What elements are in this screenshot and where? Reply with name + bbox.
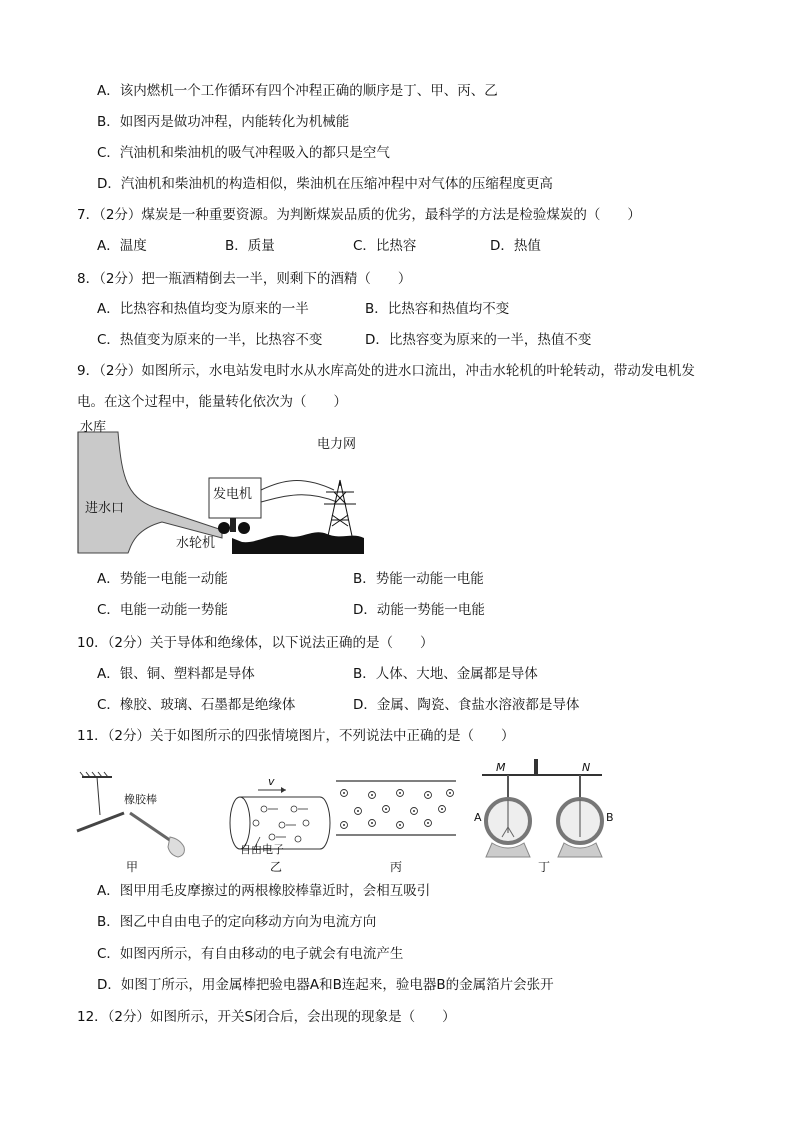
q8-option-d: D．比热容变为原来的一半，热值不变 [365, 332, 592, 348]
q7-option-b: B．质量 [225, 238, 275, 254]
q6-option-a: A．该内燃机一个工作循环有四个冲程正确的顺序是丁、甲、丙、乙 [97, 83, 498, 99]
q7-option-d: D．热值 [490, 238, 541, 254]
q10-option-b: B．人体、大地、金属都是导体 [353, 666, 538, 682]
q11-option-c: C．如图丙所示，有自由移动的电子就会有电流产生 [97, 946, 404, 962]
scene-jia [77, 772, 184, 874]
label-M: M [496, 761, 506, 774]
generator-label: 发电机 [213, 487, 253, 502]
q8-option-a: A．比热容和热值均变为原来的一半 [97, 301, 309, 317]
caption-bing: 丙 [390, 860, 403, 874]
scene-ding [474, 759, 614, 874]
inlet-label: 进水口 [85, 501, 125, 516]
grid-label: 电力网 [317, 437, 357, 452]
q6-option-c: C．汽油机和柴油机的吸气冲程吸入的都只是空气 [97, 145, 390, 161]
q10-stem: 10．（2分）关于导体和绝缘体，以下说法正确的是（ ） [77, 635, 434, 651]
scene-yi [230, 775, 330, 874]
rubber-rod-label: 橡胶棒 [124, 793, 157, 806]
velocity-label: v [268, 775, 275, 788]
q11-option-a: A．图甲用毛皮摩擦过的两根橡胶棒靠近时，会相互吸引 [97, 883, 431, 899]
q12-stem: 12．（2分）如图所示，开关S闭合后，会出现的现象是（ ） [77, 1009, 456, 1025]
free-electron-label: 自由电子 [240, 843, 284, 856]
q9-option-b: B．势能一动能一电能 [353, 571, 484, 587]
q6-option-d: D．汽油机和柴油机的构造相似，柴油机在压缩冲程中对气体的压缩程度更高 [97, 176, 553, 192]
q9-stem-line1: 9．（2分）如图所示，水电站发电时水从水库高处的进水口流出，冲击水轮机的叶轮转动，带动发电机发 [77, 363, 695, 379]
caption-ding: 丁 [538, 860, 551, 874]
turbine-label: 水轮机 [176, 536, 216, 551]
q7-option-c: C．比热容 [353, 238, 417, 254]
label-A: A [474, 811, 482, 824]
label-N: N [582, 761, 591, 774]
reservoir-label: 水库 [80, 420, 107, 435]
q6-option-b: B．如图丙是做功冲程，内能转化为机械能 [97, 114, 350, 130]
turbine-wheel-right [238, 522, 250, 534]
q8-stem: 8．（2分）把一瓶酒精倒去一半，则剩下的酒精（ ） [77, 271, 412, 287]
four-scenes-figure [72, 757, 632, 877]
q8-option-c: C．热值变为原来的一半，比热容不变 [97, 332, 323, 348]
caption-yi: 乙 [270, 860, 283, 874]
q10-option-a: A．银、铜、塑料都是导体 [97, 666, 255, 682]
q9-stem-line2: 电。在这个过程中，能量转化依次为（ ） [77, 394, 347, 410]
hydropower-diagram [72, 420, 372, 565]
caption-jia: 甲 [126, 860, 139, 874]
q9-option-c: C．电能一动能一势能 [97, 602, 228, 618]
q10-option-d: D．金属、陶瓷、食盐水溶液都是导体 [353, 697, 580, 713]
transmission-tower [324, 480, 356, 536]
label-B: B [606, 811, 614, 824]
q11-stem: 11．（2分）关于如图所示的四张情境图片，不列说法中正确的是（ ） [77, 728, 515, 744]
q11-option-b: B．图乙中自由电子的定向移动方向为电流方向 [97, 914, 377, 930]
q9-option-d: D．动能一势能一电能 [353, 602, 485, 618]
q11-option-d: D．如图丁所示，用金属棒把验电器A和B连起来，验电器B的金属箔片会张开 [97, 977, 554, 993]
q8-option-b: B．比热容和热值均不变 [365, 301, 510, 317]
scene-bing [336, 781, 456, 874]
tailwater [232, 532, 364, 554]
reservoir-water [78, 432, 222, 553]
q7-stem: 7．（2分）煤炭是一种重要资源。为判断煤炭品质的优劣，最科学的方法是检验煤炭的（ ） [77, 207, 641, 223]
q7-option-a: A．温度 [97, 238, 147, 254]
q9-option-a: A．势能一电能一动能 [97, 571, 228, 587]
q10-option-c: C．橡胶、玻璃、石墨都是绝缘体 [97, 697, 296, 713]
turbine-wheel-left [218, 522, 230, 534]
